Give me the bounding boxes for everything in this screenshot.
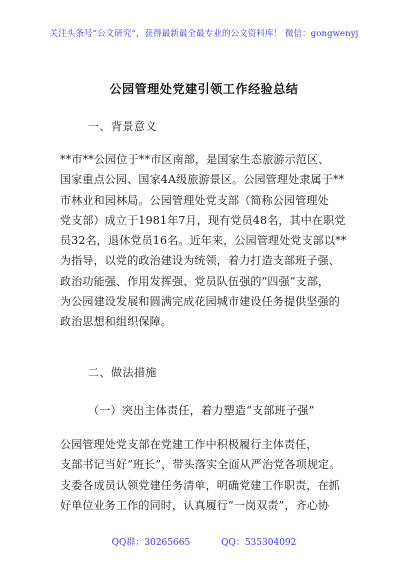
section-paragraph-measures xyxy=(60,435,350,516)
subsection-heading: （一）突出主体责任，着力塑造“支部班子强” xyxy=(88,404,315,417)
section-paragraph-background xyxy=(60,150,350,333)
paragraph-line: 政治功能强、作用发挥强、党员队伍强的“四强”支部， xyxy=(60,274,330,288)
paragraph-line: 公园管理处党支部在党建工作中积极履行主体责任， xyxy=(60,438,318,451)
paragraph-line: 员32名，退休党员16名。近年来，公园管理处党支部以** xyxy=(60,234,347,248)
footer-qq: QQ：535304092 xyxy=(221,538,297,548)
paragraph-line: 政治思想和组织保障。 xyxy=(60,315,172,329)
paragraph-line: 好单位业务工作的同时，认真履行“一岗双责”，齐心协 xyxy=(60,498,330,512)
paragraph-line: **市**公园位于**市区南部，是国家生态旅游示范区、 xyxy=(60,153,330,166)
footer-qq-group: QQ群：30265665 xyxy=(111,538,191,548)
paragraph-line: 为指导，以党的政治建设为统领，着力打造支部班子强、 xyxy=(60,254,340,268)
top-banner: 关注头条号“公文研究”，获得最新最全最专业的公文资料库！ 微信：gongwenyj xyxy=(49,29,359,39)
section-heading-measures: 二、做法措施 xyxy=(88,366,157,379)
paragraph-line: 支委各成员认领党建任务清单，明确党建工作职责，在抓 xyxy=(60,478,340,492)
document-title: 公园管理处党建引领工作经验总结 xyxy=(109,82,299,96)
paragraph-line: 党支部）成立于1981年7月，现有党员48名，其中在职党 xyxy=(60,213,346,227)
section-heading-background: 一、背景意义 xyxy=(88,120,157,133)
paragraph-line: 为公园建设发展和圆满完成花园城市建设任务提供坚强的 xyxy=(60,295,340,309)
footer-contact xyxy=(0,535,408,548)
paragraph-line: 支部书记当好“班长”，带头落实全面从严治党各项规定。 xyxy=(60,458,341,472)
paragraph-line: 国家重点公园、国家4A级旅游景区。公园管理处隶属于** xyxy=(60,173,345,187)
paragraph-line: 市林业和园林局。公园管理处党支部（简称公园管理处 xyxy=(60,193,329,207)
